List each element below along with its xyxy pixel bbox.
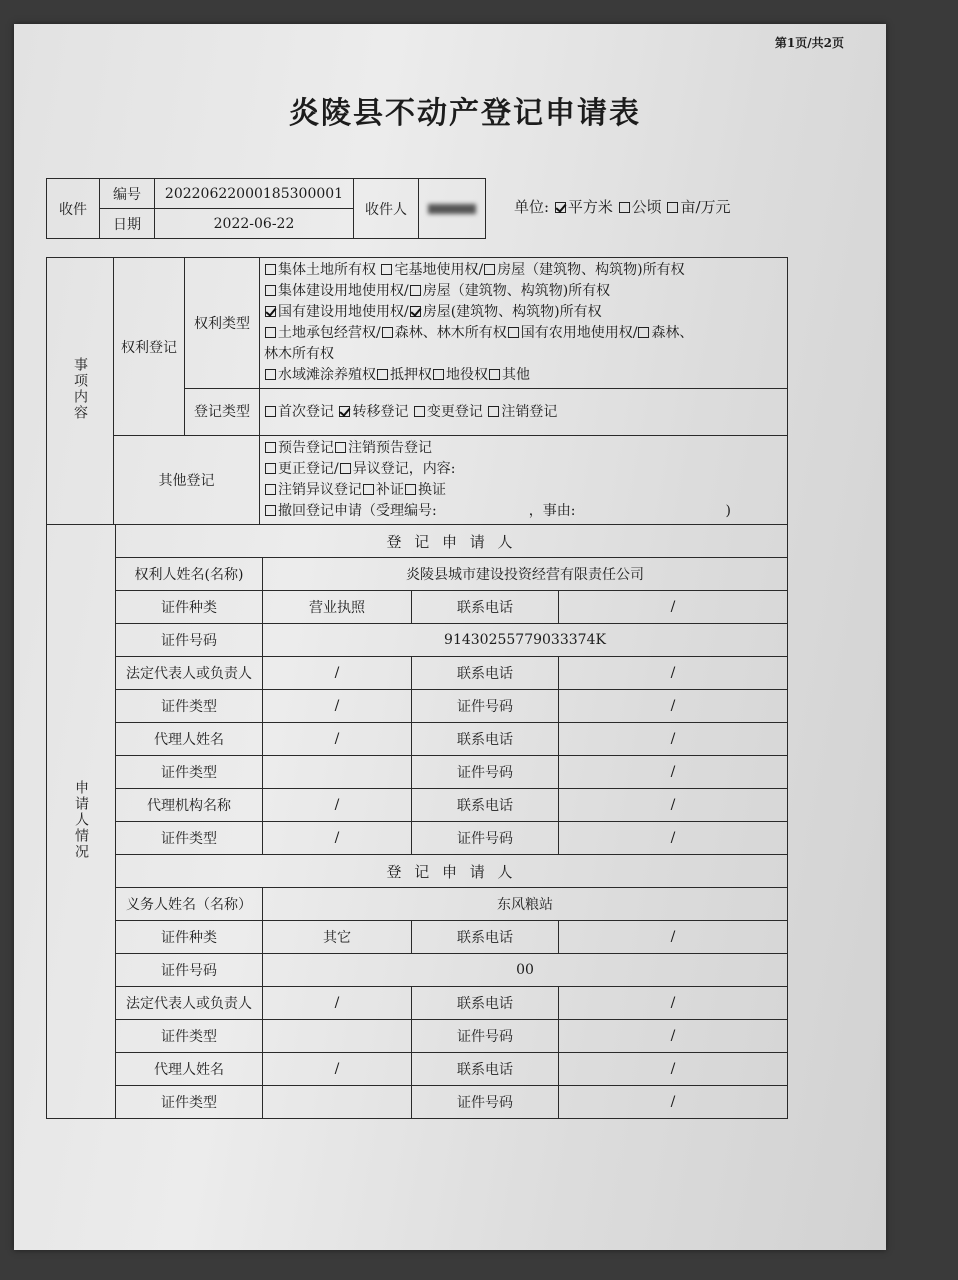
right-type-label: 权利类型 [185,258,260,389]
rights-holder-header: 登 记 申 请 人 [116,525,788,558]
opt-cancel-objection: 注销异议登记 [278,482,362,498]
cb-forest-2[interactable] [638,327,649,338]
opt-other: 其他 [502,367,530,383]
rh-agency: / [263,789,412,822]
opt-transfer-reg: 转移登记 [352,403,409,420]
rh-agency-phone-label: 联系电话 [412,789,559,822]
ob-legal-rep-phone: / [559,987,788,1020]
rh-rep-id-type-label: 证件类型 [116,690,263,723]
opt-house-2: 房屋（建筑物、构筑物)所有权 [422,283,611,299]
rh-agency-id-no: / [559,822,788,855]
matters-label: 事项内容 [47,258,114,525]
unit-mu-checkbox[interactable] [667,202,678,213]
rh-agency-id-type: / [263,822,412,855]
opt-house-1: 房屋（建筑物、构筑物)所有权 [497,262,685,278]
ob-id-kind: 其它 [263,921,412,954]
cb-objection[interactable] [340,463,351,474]
cb-other[interactable] [489,369,500,380]
receiver-name [419,179,486,239]
opt-easement: 地役权 [446,367,488,383]
ob-legal-rep: / [263,987,412,1020]
rh-agency-id-no-label: 证件号码 [412,822,559,855]
opt-correction: 更正登记/ [278,461,339,477]
unit-hectare-label: 公顷 [631,198,662,216]
redacted-name [428,204,476,214]
rh-rep-id-no-label: 证件号码 [412,690,559,723]
opt-withdraw-close: ) [725,503,731,519]
rh-name: 炎陵县城市建设投资经营有限责任公司 [263,558,788,591]
obligor-header: 登 记 申 请 人 [116,855,788,888]
receipt-table [46,178,486,239]
unit-hectare-checkbox[interactable] [619,202,630,213]
applicant-section-label: 申请人情况 [47,525,116,1119]
ob-id-no: 00 [263,954,788,987]
cb-aquaculture[interactable] [265,369,276,380]
cb-cancel-reg[interactable] [488,406,499,417]
opt-withdraw: 撤回登记申请（受理编号: [278,503,437,519]
cb-mortgage[interactable] [377,369,388,380]
matters-table [46,257,788,525]
cb-land-contract[interactable] [265,327,276,338]
page-number: 第1页/共2页 [774,36,844,50]
form-paper [14,24,886,1250]
rh-legal-rep-phone-label: 联系电话 [412,657,559,690]
opt-collective-construction: 集体建设用地使用权/ [278,283,409,299]
cb-collective-construction[interactable] [265,285,276,296]
rh-agent-id-type-label: 证件类型 [116,756,263,789]
opt-replace: 换证 [418,482,446,498]
opt-state-construction: 国有建设用地使用权/ [278,304,409,320]
cb-cancel-objection[interactable] [265,484,276,495]
ob-name-label: 义务人姓名（名称） [116,888,263,921]
rh-agent-id-no-label: 证件号码 [412,756,559,789]
cb-house-1[interactable] [484,264,495,275]
opt-first-reg: 首次登记 [278,403,334,420]
ob-agent-id-type-label: 证件类型 [116,1086,263,1119]
cb-house-3[interactable] [410,306,421,317]
opt-change-reg: 变更登记 [426,403,483,420]
opt-forest-2-cont: 林木所有权 [264,346,334,362]
ob-id-kind-label: 证件种类 [116,921,263,954]
ob-agent-id-no: / [559,1086,788,1119]
rh-legal-rep-phone: / [559,657,788,690]
unit-selector [514,196,731,217]
cb-house-2[interactable] [410,285,421,296]
cb-forest[interactable] [382,327,393,338]
opt-objection: 异议登记，内容: [352,461,456,477]
right-type-options [260,258,788,389]
opt-homestead: 宅基地使用权/ [394,262,484,278]
receipt-number-label: 编号 [100,179,155,209]
other-reg-options [260,436,788,525]
rh-agent-id-no: / [559,756,788,789]
opt-state-agri: 国有农用地使用权/ [520,325,638,341]
opt-cancel-reg: 注销登记 [501,403,558,420]
form-title: 炎陵县不动产登记申请表 [289,96,641,131]
cb-collective-land[interactable] [265,264,276,275]
rh-agency-id-type-label: 证件类型 [116,822,263,855]
rh-rep-id-no: / [559,690,788,723]
rh-agent: / [263,723,412,756]
ob-agent-label: 代理人姓名 [116,1053,263,1086]
rh-rep-id-type: / [263,690,412,723]
ob-legal-rep-label: 法定代表人或负责人 [116,987,263,1020]
ob-agent-phone-label: 联系电话 [412,1053,559,1086]
ob-id-no-label: 证件号码 [116,954,263,987]
rh-agent-phone-label: 联系电话 [412,723,559,756]
rh-id-no-label: 证件号码 [116,624,263,657]
rights-reg-label: 权利登记 [114,258,185,436]
rh-agent-phone: / [559,723,788,756]
ob-agent: / [263,1053,412,1086]
cb-change-reg[interactable] [414,406,425,417]
opt-forest: 森林、林木所有权 [394,325,507,341]
rh-id-no: 91430255779033374K [263,624,788,657]
cb-reissue[interactable] [363,484,374,495]
rh-phone-label: 联系电话 [412,591,559,624]
cb-correction[interactable] [265,463,276,474]
receipt-label: 收件 [47,179,100,239]
opt-aquaculture: 水域滩涂养殖权 [278,367,376,383]
cb-withdraw[interactable] [265,505,276,516]
rh-agent-id-type [263,756,412,789]
receiver-label: 收件人 [354,179,419,239]
receipt-date-label: 日期 [100,209,155,239]
cb-notice-reg[interactable] [265,442,276,453]
opt-notice-reg: 预告登记 [278,440,334,456]
ob-phone-label: 联系电话 [412,921,559,954]
cb-easement[interactable] [433,369,444,380]
cb-replace[interactable] [405,484,416,495]
opt-house-3: 房屋(建筑物、构筑物)所有权 [422,304,602,320]
receipt-number: 20220622000185300001 [155,179,354,209]
opt-reissue: 补证 [376,482,404,498]
ob-rep-id-type [263,1020,412,1053]
applicants-table [46,524,788,1119]
ob-agent-id-no-label: 证件号码 [412,1086,559,1119]
unit-sqm-checkbox[interactable] [555,202,566,213]
rh-legal-rep-label: 法定代表人或负责人 [116,657,263,690]
opt-mortgage: 抵押权 [390,367,432,383]
rh-agency-label: 代理机构名称 [116,789,263,822]
ob-rep-id-no: / [559,1020,788,1053]
cb-first-reg[interactable] [265,406,276,417]
receipt-date: 2022-06-22 [155,209,354,239]
rh-agency-phone: / [559,789,788,822]
opt-withdraw-reason: ，事由: [528,503,576,519]
reg-type-label: 登记类型 [185,389,260,436]
unit-sqm-label: 平方米 [567,198,613,216]
unit-label: 单位: [514,198,550,216]
unit-mu-label: 亩/万元 [680,198,731,216]
cb-homestead[interactable] [381,264,392,275]
ob-name: 东风粮站 [263,888,788,921]
rh-agent-label: 代理人姓名 [116,723,263,756]
rh-id-kind: 营业执照 [263,591,412,624]
cb-transfer-reg[interactable] [339,406,350,417]
opt-collective-land: 集体土地所有权 [278,262,376,278]
reg-type-options [260,389,788,436]
ob-phone: / [559,921,788,954]
opt-land-contract: 土地承包经营权/ [278,325,381,341]
cb-state-construction[interactable] [265,306,276,317]
ob-agent-id-type [263,1086,412,1119]
other-reg-label: 其他登记 [114,436,260,525]
opt-forest-2: 森林、 [651,325,694,341]
rh-legal-rep: / [263,657,412,690]
ob-agent-phone: / [559,1053,788,1086]
ob-legal-rep-phone-label: 联系电话 [412,987,559,1020]
rh-name-label: 权利人姓名(名称) [116,558,263,591]
opt-cancel-notice: 注销预告登记 [348,440,432,456]
ob-rep-id-type-label: 证件类型 [116,1020,263,1053]
rh-id-kind-label: 证件种类 [116,591,263,624]
ob-rep-id-no-label: 证件号码 [412,1020,559,1053]
cb-cancel-notice[interactable] [335,442,346,453]
cb-state-agri[interactable] [508,327,519,338]
rh-phone: / [559,591,788,624]
